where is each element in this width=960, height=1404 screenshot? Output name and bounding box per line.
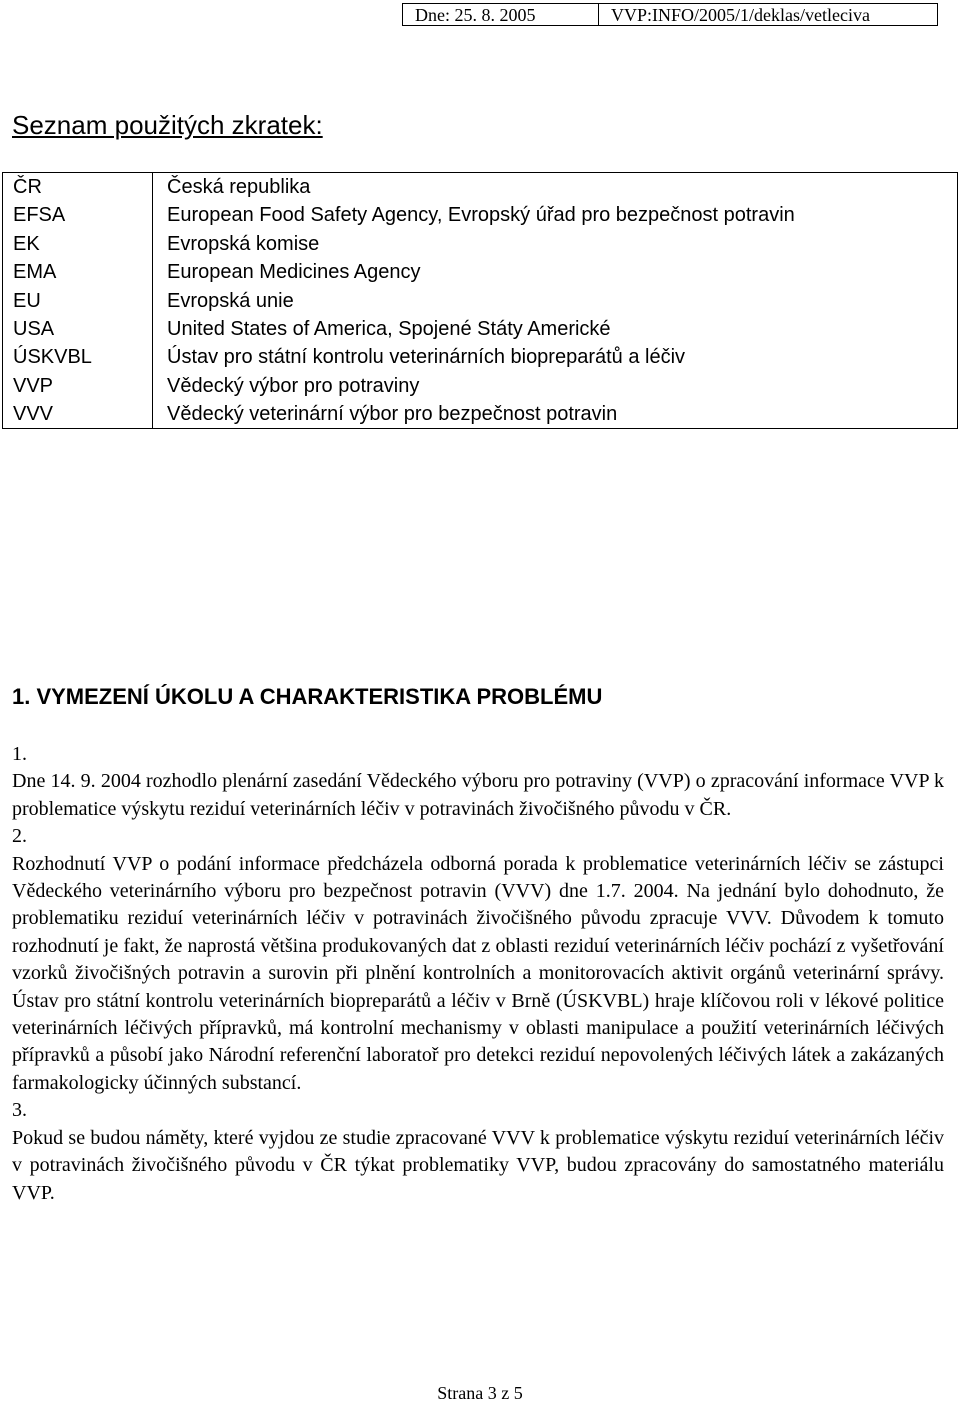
header-reference: VVP:INFO/2005/1/deklas/vetleciva (611, 5, 870, 25)
abbreviation-description: European Medicines Agency (167, 261, 421, 284)
abbreviation-description: Evropská unie (167, 289, 294, 312)
abbreviation-code: VVP (13, 374, 54, 397)
section-heading: 1. VYMEZENÍ ÚKOLU A CHARAKTERISTIKA PROBLÉMU (12, 684, 603, 709)
table-row (3, 400, 957, 428)
table-row (3, 230, 957, 258)
abbreviation-description: European Food Safety Agency, Evropský úřad pro bezpečnost potravin (167, 204, 795, 227)
abbreviation-code: ÚSKVBL (13, 346, 92, 369)
abbreviation-description: Vědecký výbor pro potraviny (167, 374, 420, 397)
abbreviation-description: Vědecký veterinární výbor pro bezpečnost potravin (167, 403, 618, 426)
abbreviation-code: USA (13, 317, 55, 340)
page-number: Strana 3 z 5 (437, 1383, 523, 1403)
paragraph: Pokud se budou náměty, které vyjdou ze studie zpracované VVV k problematice výskytu reziduí veterinárních léčiv v potravinách živočišného původu v ČR týkat problematiky VVP, budou zpracovány do samostatného materiálu VVP. (12, 1126, 944, 1204)
abbreviation-code: EK (13, 232, 40, 255)
header-date: Dne: 25. 8. 2005 (403, 4, 599, 25)
table-row (3, 173, 957, 201)
table-row (3, 201, 957, 229)
abbreviation-description: United States of America, Spojené Státy Americké (167, 317, 611, 340)
abbreviation-code: EU (13, 289, 41, 312)
table-row (3, 287, 957, 315)
abbreviations-title: Seznam použitých zkratek: (12, 110, 323, 140)
paragraph-number: 3. (12, 1099, 27, 1122)
paragraph-number: 1. (12, 743, 27, 765)
abbreviations-table (2, 172, 958, 429)
abbreviation-code: EFSA (13, 204, 66, 227)
section-body (12, 741, 944, 1207)
table-row (3, 315, 957, 343)
paragraph: Dne 14. 9. 2004 rozhodlo plenární zasedání Vědeckého výboru pro potraviny (VVP) o zpracování informace VVP k problematice výskytu reziduí veterinárních léčiv v potravinách živočišného původu v ČR. (12, 770, 944, 820)
table-row (3, 343, 957, 371)
abbreviation-code: ČR (13, 176, 42, 198)
table-row (3, 258, 957, 286)
table-row (3, 372, 957, 400)
abbreviation-code: VVV (13, 403, 54, 426)
abbreviation-description: Ústav pro státní kontrolu veterinárních biopreparátů a léčiv (167, 346, 686, 369)
paragraph: Rozhodnutí VVP o podání informace předcházela odborná porada k problematice veterinárních léčiv se zástupci Vědeckého veterinárního výboru pro bezpečnost potravin (VVV) dne 1.7. 2004. Na jednání bylo dohodnuto, že problematiku reziduí veterinárních léčiv v potravinách živočišného původu zpracuje VVV. Důvodem k tomuto rozhodnutí je fakt, že naprostá většina produkovaných dat z oblasti reziduí veterinárních léčiv pochází z vyšetřování vzorků živočišných potravin a surovin při plnění kontrolních a monitorovacích aktivit orgánů veterinární správy. Ústav pro státní kontrolu veterinárních biopreparátů a léčiv v Brně (ÚSKVBL) hraje klíčovou roli v lékové politice veterinárních léčivých přípravků, má kontrolní mechanismy v oblasti manipulace a použití veterinárních léčivých přípravků a působí jako Národní referenční laboratoř pro detekci reziduí nepovolených léčivých látek a zakázaných farmakologicky účinných substancí. (12, 852, 944, 1094)
abbreviation-description: Česká republika (167, 176, 311, 198)
paragraph-number: 2. (12, 825, 27, 848)
abbreviation-description: Evropská komise (167, 232, 320, 255)
document-header (402, 3, 938, 26)
abbreviation-code: EMA (13, 261, 57, 284)
